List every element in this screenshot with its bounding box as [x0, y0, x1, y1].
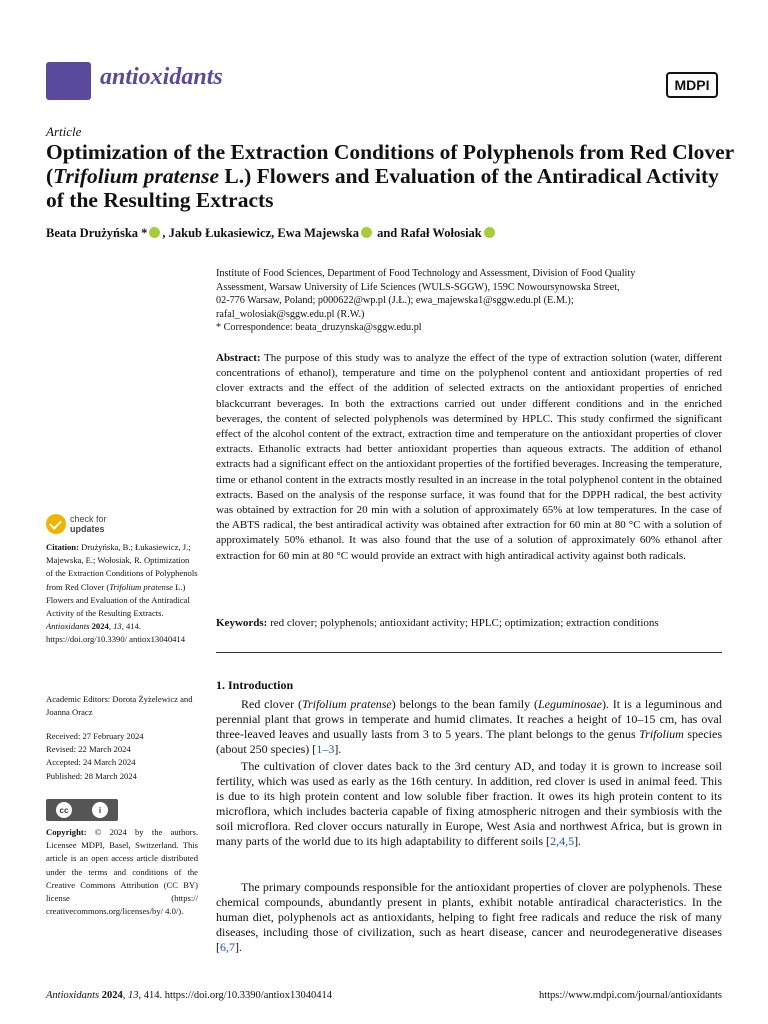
reference-link[interactable]: 6,7 [220, 940, 235, 955]
cc-license-badge[interactable] [46, 799, 118, 821]
paragraph: The primary compounds responsible for the antioxidant properties of clover are polyphenols. These chemical compounds, abundantly present in plants, exhibit notable antiradical characteristics. In the human diet, polyphenols act as antioxidants, helping to fight free radicals and reduce the risk of many diseases, including those of civilization, such as heart disease, cancer and neurodegenerative diseases [6,7]. [216, 880, 722, 955]
checkmark-icon [46, 514, 66, 534]
divider [216, 652, 722, 653]
check-for-updates-button[interactable]: check for updates [46, 514, 107, 534]
footer-citation: Antioxidants 2024, 13, 414. https://doi.org/10.3390/antiox13040414 [46, 990, 332, 1001]
article-type: Article [46, 124, 82, 139]
paragraph: The cultivation of clover dates back to the 3rd century AD, and today it is grown to increase soil fertility, which was used as early as the 16th century. In addition, red clover is used in animal feed. This is due to its high protein content and low soluble fiber fraction. It owes its high protein content to its microflora, which includes bacteria capable of fixing atmospheric nitrogen and their symbiosis with the soil microflora. Red clover occurs naturally in Europe, West Asia and northwest Africa, but is grown in many parts of the world due to its high adaptability to different soils [2,4,5]. [216, 759, 722, 849]
keywords: Keywords: red clover; polyphenols; antioxidant activity; HPLC; optimization; extraction conditions [216, 617, 659, 629]
journal-logo-icon [46, 62, 91, 100]
attribution-icon: i [92, 802, 108, 818]
copyright: Copyright: © 2024 by the authors. Licensee MDPI, Basel, Switzerland. This article is an open access article distributed under the terms and conditions of the Creative Commons Attribution (CC BY) license (https:// creativecommons.org/licenses/by/ 4.0/). [46, 827, 198, 917]
orcid-icon[interactable] [484, 227, 495, 238]
publisher-logo: MDPI [666, 72, 718, 98]
academic-editors: Academic Editors: Dorota Żyżelewicz and Joanna Oracz [46, 694, 193, 718]
paragraph: Red clover (Trifolium pratense) belongs to the bean family (Leguminosae). It is a leguminous and perennial plant that grows in temperate and humid climates. It reaches a height of 10–15 cm, has oval three-leaved leaves and usually lasts from 3 to 5 years. The plant belongs to the genus Trifolium species (about 250 species) [1–3]. [216, 697, 723, 757]
cc-icon: cc [56, 802, 72, 818]
author-list: Beata Drużyńska * , Jakub Łukasiewicz, Ewa Majewska and Rafał Wołosiak [46, 226, 497, 241]
reference-link[interactable]: 1–3 [316, 742, 335, 757]
orcid-icon[interactable] [149, 227, 160, 238]
footer-url[interactable]: https://www.mdpi.com/journal/antioxidants [538, 990, 722, 1001]
publication-dates: Received: 27 February 2024 Revised: 22 March 2024 Accepted: 24 March 2024 Published: 28 March 2024 [46, 731, 144, 781]
citation: Citation: Drużyńska, B.; Łukasiewicz, J.; Majewska, E.; Wołosiak, R. Optimization of the Extraction Conditions of Polyphenols from Red Clover (Trifolium pratense L.) Flowers and Evaluation of the Antiradical Activity of the Resulting Extracts. Antioxidants 2024, 13, 414. https://doi.org/10.3390/ antiox13040414 [46, 542, 198, 645]
abstract: Abstract: The purpose of this study was to analyze the effect of the type of extraction solution (water, different concentrations of ethanol), temperature and time on the polyphenol content and antioxidant properties of red clover extracts and the effect of the addition of selected extracts on the antioxidant properties of enriched blackcurrant beverages. In both the extractions carried out under different conditions and in the enriched beverages, the content of selected polyphenols was determined by HPLC. This study confirmed the significant effect of the alcohol content of the extract, extraction time and temperature on the antioxidant properties of clover extracts. Ethanolic extracts had better antioxidant properties than aqueous extracts. The addition of ethanol extracts had a significant effect on the antioxidant properties of the fortified beverages. Increasing the temperature, time or ethanol content in the extracts mostly resulted in an increase in the total polyphenol content in the obtained extracts. Based on the analysis of the response surface, it was found that for the DPPH radical, the best activity was obtained by extraction for 20 min with a solution of approximately 65% at low temperatures. In the case of the ABTS radical, the best antiradical activity was obtained after extraction for 60 min at 80 °C with a solution of approximately 50% ethanol. It was also found that the use of a solution of approximately 60% ethanol after extraction for 60 min at 80 °C would provide an extract with high antiradical activity against both radicals. [216, 352, 722, 562]
page-title: Optimization of the Extraction Conditions of Polyphenols from Red Clover (Trifolium pratense L.) Flowers and Evaluation of the Antiradical Activity of the Resulting Extracts [46, 140, 734, 212]
orcid-icon[interactable] [361, 227, 372, 238]
section-heading: 1. Introduction [216, 678, 294, 692]
journal-name: antioxidants [100, 64, 223, 90]
reference-link[interactable]: 2,4,5 [550, 834, 575, 849]
affiliations: Institute of Food Sciences, Department of Food Technology and Assessment, Division of Food Quality Assessment, Warsaw University of Life Sciences (WULS-SGGW), 159C Nowoursynowska Street, 02-776 Warsaw, Poland; p000622@wp.pl (J.Ł.); ewa_majewska1@sggw.edu.pl (E.M.); rafal_wolosiak@sggw.edu.pl (R.W.) * Correspondence: beata_druzynska@sggw.edu.pl [216, 268, 636, 334]
title-species: Trifolium pratense [53, 164, 220, 188]
